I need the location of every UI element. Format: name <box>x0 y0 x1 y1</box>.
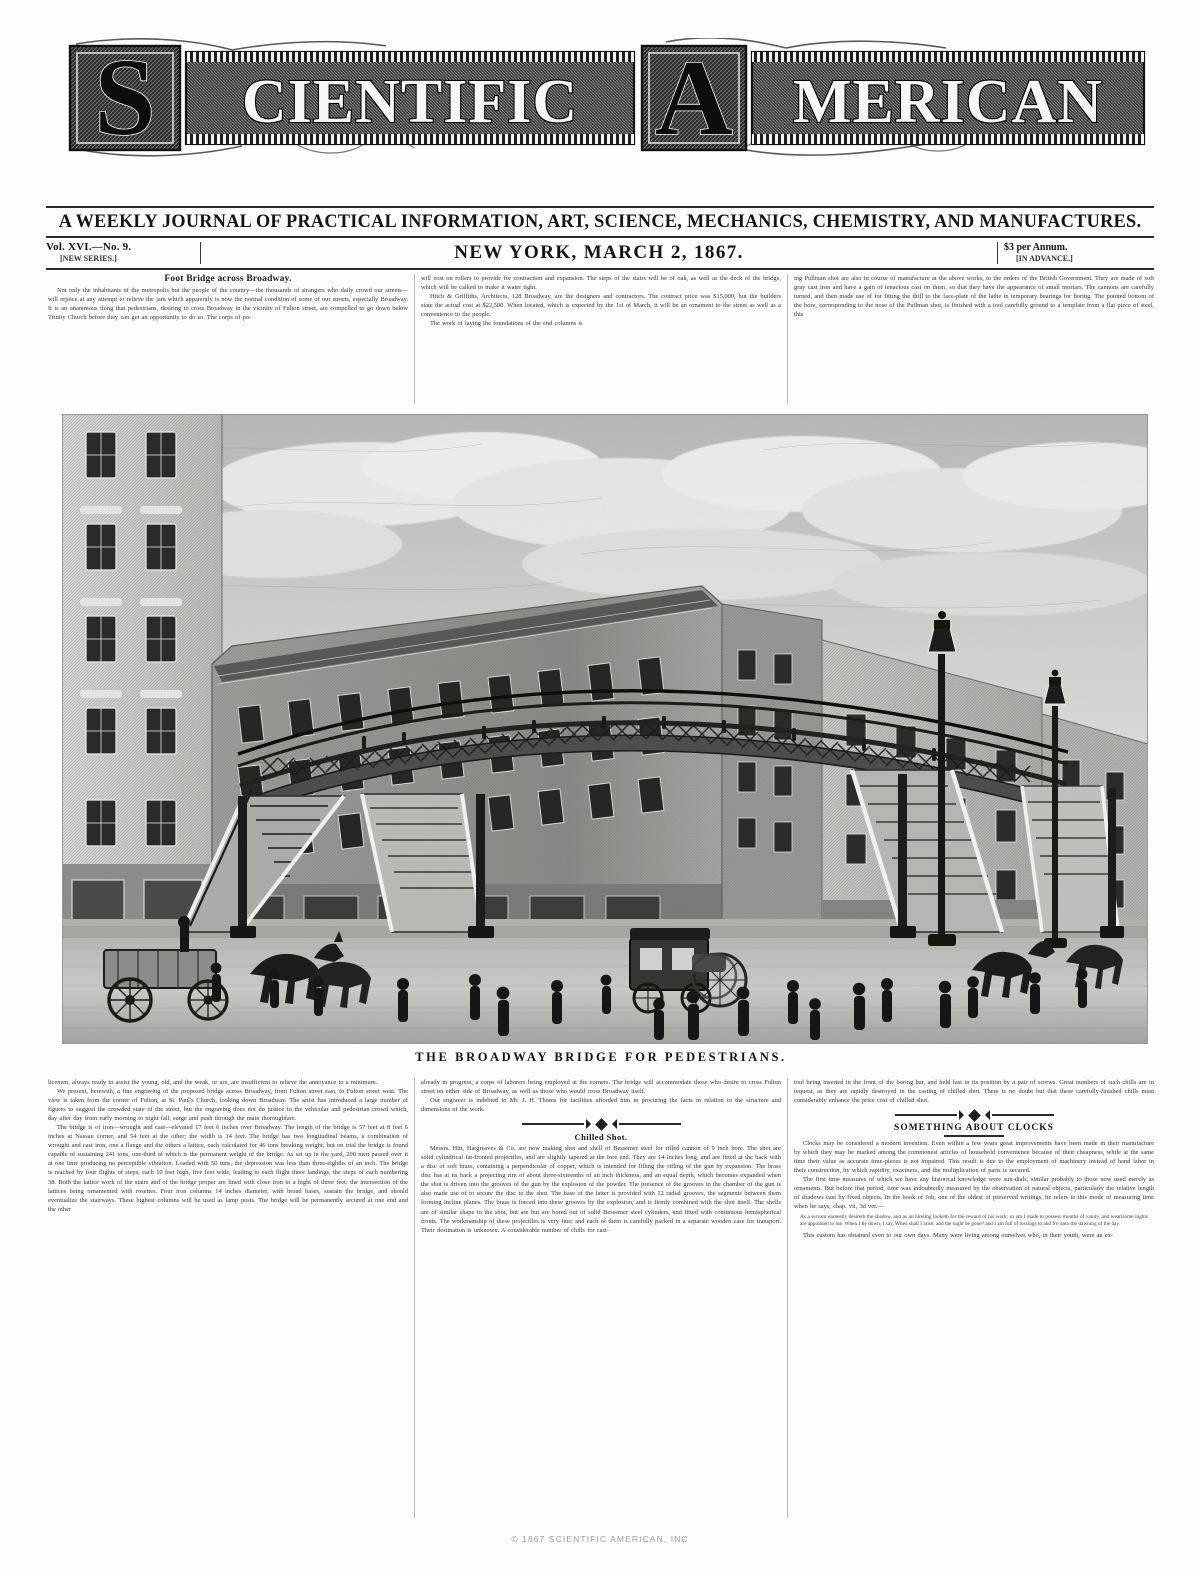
bottom-column-3-intro: tool being inserted in the front of the boring bar, and held fast in its position by a pair of screws. Great numbers of such chills are in request, as they are rapidly destroyed in the casting of chilled shot. There is no doubt but that these carefully-finished chills must considerably enhance the price cost of chilled shot. <box>794 1079 1154 1105</box>
top-column-1-body: Not only the inhabitants of the metropolis but the people of the country—the thousands of strangers who daily crowd our streets—will rejoice at any attempt to relieve the jam which apparently is now the normal condition of some of our streets, especially Broadway. It is an unanimous thing that pedestrians, desiring to cross Broadway in the vicinity of Fulton street, are compelled to go down below Trinity Church before they can get an opportunity to do so. The corps of po- <box>48 287 408 322</box>
in-advance-label: [IN ADVANCE.] <box>1016 254 1073 263</box>
svg-text:MERICAN: MERICAN <box>792 68 1104 136</box>
top-column-2 <box>421 274 781 404</box>
volume-block <box>46 242 201 264</box>
bottom-text-columns <box>48 1078 1154 1518</box>
ornament-bar-right <box>619 1123 681 1125</box>
ornament-bar-left <box>895 1114 957 1116</box>
masthead-artwork <box>46 38 1154 158</box>
column-divider <box>787 274 788 404</box>
article-headline-clocks <box>794 1123 1154 1137</box>
bottom-column-3 <box>794 1078 1154 1518</box>
bottom-column-2-intro: already in progress, a corps of laborers being employed at the corners. The bridge will accommodate those who desire to cross Fulton street on either side of Broadway, as well as those who would cross Broadway itself. Our engraver is indebted to Mr. J. H. Thoms for facilities afforded him in procuring the facts in relation to the structure and dimensions of the work. <box>421 1079 781 1114</box>
rule-below-dateline <box>46 268 1154 270</box>
ornament-divider <box>794 1110 1154 1120</box>
column-divider <box>414 1078 415 1518</box>
article-headline-foot-bridge: Foot Bridge across Broadway. <box>164 274 292 284</box>
top-column-1 <box>48 274 408 404</box>
svg-text:S: S <box>94 38 156 158</box>
column-divider <box>414 274 415 404</box>
top-column-2-body: will cost on rollers to provide for contraction and expansion. The steps of the stairs will be of oak, as well as the deck of the bridge, which will be calked to make it water tight. Hitch & Griffiths, Architects, 128 Broadway, are the designers and contractors. The contract price was $15,000, but the builders state the actual cost at $22,500. When located, which is expected by the 1st of March, it will be an ornament to the street as well as a convenience to the people. The work of laying the foundations of the end columns is <box>421 275 781 328</box>
broadway-bridge-engraving <box>62 414 1148 1044</box>
series-label: [NEW SERIES.] <box>60 254 117 263</box>
ornament-divider <box>421 1119 781 1129</box>
engraving-caption: THE BROADWAY BRIDGE FOR PEDESTRIANS. <box>415 1050 787 1064</box>
svg-text:A: A <box>655 39 733 158</box>
top-column-3 <box>794 274 1154 404</box>
dateline-row <box>46 238 1154 268</box>
article-headline-chilled-shot: Chilled Shot. <box>574 1132 628 1143</box>
bottom-column-2-body: Messrs. Hitt, Hargreaves & Co. are now making shot and shell of Bessemer steel for rifled cannon of 9 inch bore. The shot are solid cylindrical fat-fronted projectiles, and are slightly tapered at the fore end. They are 14 inches long, and are fitted at the back with a disc of soft brass, containing a perpendicular of copper, which is intended for filling the rifling of the gun by expansion. The brass disc has at its back a projecting rim of about three-sixteenths of an inch thickness, and an equal depth, which becomes expanded when the shot is driven into the grooves of the gun by the explosion of the powder. The presence of the grooves in the chamber of the gun is also made use of to secure the disc to the shot. The base of the latter is provided with 12 radial grooves, the segments between them forming incline planes. The brass is forced into these grooves by the explosion, and is firmly combined with the shot itself. The shells are of similar shape to the shot, but are but are bored out of solid Bessemer steel cylinders, and fitted with continuous hemispherical fronts. The workmanship of these projectiles is very fine; and each of them is carefully packed in a separate wooden case for transport. Their destination is unknown. A considerable number of chills for cast- <box>421 1145 781 1234</box>
ornament-diamond <box>595 1118 608 1131</box>
price-block <box>997 242 1154 264</box>
ornament-bar-left <box>522 1123 584 1125</box>
column-divider <box>787 1078 788 1518</box>
volume-number: Vol. XVI.—No. 9. <box>46 241 132 253</box>
copyright-footer: © 1867 SCIENTIFIC AMERICAN, INC <box>511 1534 689 1544</box>
place-and-date: NEW YORK, MARCH 2, 1867. <box>454 242 744 263</box>
bottom-column-1 <box>48 1078 408 1518</box>
masthead <box>46 30 1154 170</box>
heading-underline <box>944 1135 1004 1137</box>
clocks-heading-text: SOMETHING ABOUT CLOCKS <box>894 1123 1054 1134</box>
quoted-passage-job: As a servant earnestly desireth the shadow, and as an hireling looketh for the reward of his work; so am I made to possess months of vanity, and wearisome nights are appointed to me. When I lie down, I say, When shall I arise, and the night be gone? and I am full of tossings to and fro unto the dawning of the day. <box>800 1214 1148 1228</box>
annual-price: $3 per Annum. <box>1004 242 1068 253</box>
top-column-3-body: ing Pullman shot are also in course of manufacture at the above works, to the orders of the British Government. They are made of soft gray cast iron and have a gain of tenacious cast on them, so that they have the appearance of small mortars. The cannons are carefully turned, and then made use of for fitting the drill to the face-plate of the lathe in temporary bearings for boring. The pointed bottom of the bore, corresponding to the nose of the Pullman shot, is finished with a tool carefully ground to a template from a flat piece of steel, this <box>794 275 1154 319</box>
journal-subtitle: A WEEKLY JOURNAL OF PRACTICAL INFORMATION, ART, SCIENCE, MECHANICS, CHEMISTRY, AND MANUFACTURES. <box>58 212 1142 232</box>
ornament-diamond <box>968 1109 981 1122</box>
svg-text:CIENTIFIC: CIENTIFIC <box>241 68 579 136</box>
engraving-illustration <box>62 414 1148 1044</box>
bottom-column-3-closing: This custom has obtained even to our own days. Many were living among ourselves who, in their youth, were an ex- <box>803 1232 1113 1240</box>
ornament-bar-right <box>992 1114 1054 1116</box>
subtitle-bar <box>46 206 1154 238</box>
top-text-columns <box>48 274 1154 404</box>
bottom-column-2 <box>421 1078 781 1518</box>
bottom-column-1-body: licemen, always ready to assist the young, old, and the weak, or are, are insufficient to relieve the annoyance to a minimum. We present, herewith, a fine engraving of the proposed bridge across Broadway, from Fulton street east, to Fulton street west. The view is taken from the corner of Fulton, at St. Paul's Church, looking down Broadway. The artist has introduced a large number of figures to suggest the crowded state of the street, but the engraving does not do justice to the vehicular and pedestrian crowd which, day after day from early morning to night fall, surge and push through the main thoroughfare. The bridge is of iron—wrought and cast—elevated 17 feet 6 inches over Broadway. The length of the bridge is 57 feet at 8 feet 6 inches at Nassau corner, and 54 feet at the other; the width is 14 feet. The bridge has two longitudinal beams, a combination of wrought and cast iron, one a flange and the others a lattice, each calculated for 46 tons breaking weight; but on trial the bridge is found capable of sustaining 241 tons, one-third of which is the permanent weight of the bridge. As set up in the yard, 200 men passed over it at one time producing no perceptible vibration. Loaded with 50 tuns, the depression was less than three-eighths of an inch. The bridge is reached by four flights of steps, each 10 feet high, five feet wide, leading to each flight three landings, the steps of each numbering 38. Both the lattice work of the stairs and of the bridge proper are lined with close iron to a hight of three feet; the intersection of the lattices being ornamented with rosettes. Four iron columns 14 inches diameter, with broad bases, sustain the bridge, and should eventualize the stairways. These highest columns will be used as lamp posts. The bridge will be permanently secured at one end and the other <box>48 1079 408 1213</box>
bottom-column-3-body: Clocks may be considered a modern invention. Even within a few years great improvements have been made in their manufacture by which they may be marked among the commonest articles of household convenience because of their cheapness, while at the same time their value as accurate time-pieces is not impaired. This result is due to the employment of machinery instead of hand labor in their construction, by which rapidity, exactness, and the multiplication of parts is secured. The first time measures of which we have any historical knowledge were sun-dials, similar probably to those now used merely as ornaments. But before that period, time was indoubtedly measured by the observation of natural objects, particularly the relative length of shadows cast by fixed objects. In the book of Job, one of the oldest of preserved writings, he refers to this mode of measuring time when he says, chap. vii, 3d ver.— <box>794 1139 1154 1210</box>
masthead-banner <box>46 38 1154 158</box>
rule-above-subtitle <box>46 206 1154 208</box>
